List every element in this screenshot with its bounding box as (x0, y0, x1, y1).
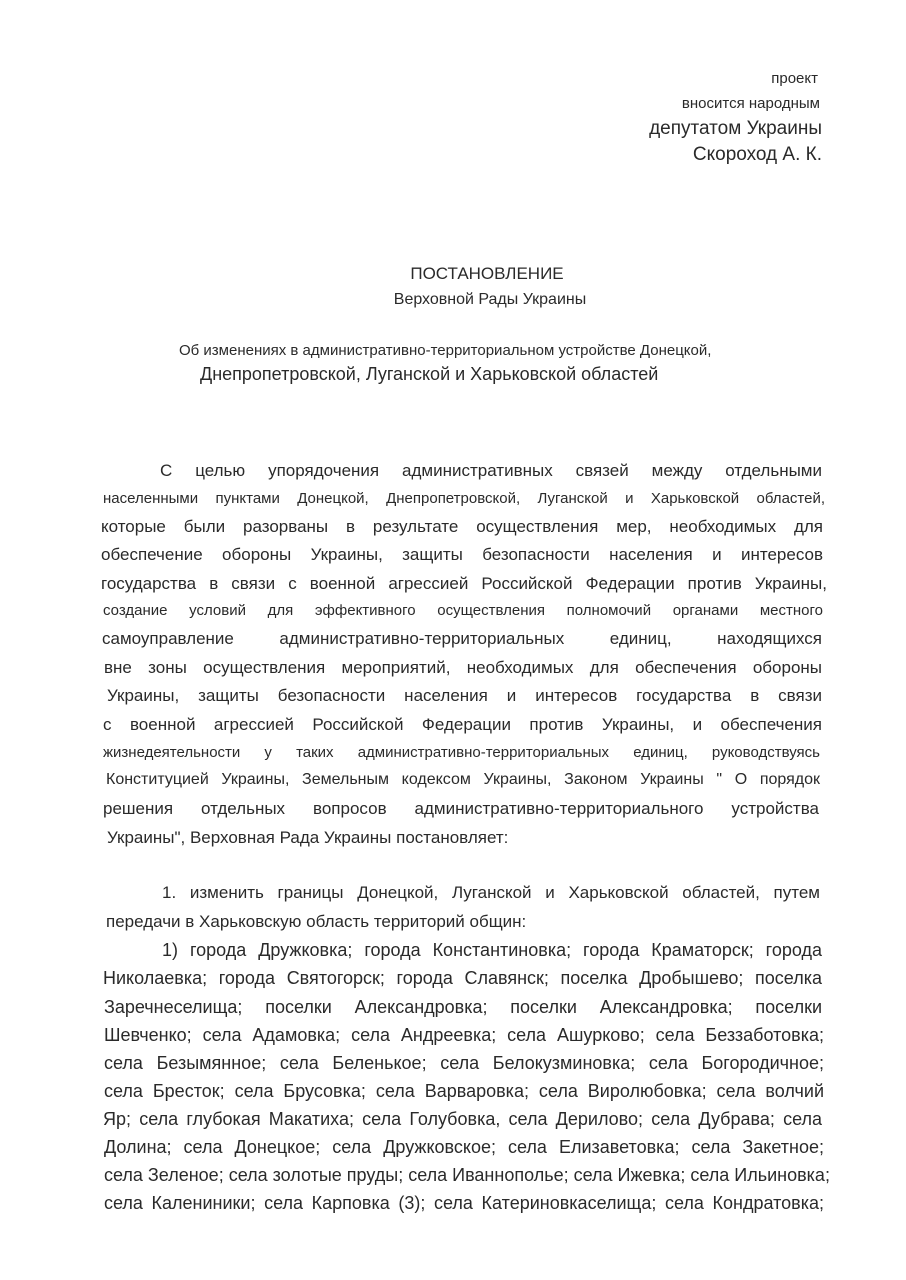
preamble-line: решения отдельных вопросов административно-территориального устройства (103, 799, 819, 818)
item-1-line: Долина; села Донецкое; села Дружковское; села Елизаветовка; села Закетное; (104, 1137, 824, 1157)
item-1-line: Заречнеселища; поселки Александровка; поселки Александровка; поселки (104, 997, 822, 1017)
preamble-line: государства в связи с военной агрессией Российской Федерации против Украины, (101, 574, 827, 593)
article-1-line: передачи в Харьковскую область территорий общин: (106, 912, 527, 931)
document-title: ПОСТАНОВЛЕНИЕ (410, 264, 564, 283)
header-line-submitted: вносится народным (681, 95, 820, 112)
item-1-line: Шевченко; села Адамовка; села Андреевка; села Ашурково; села Беззаботовка; (104, 1025, 824, 1045)
item-1-line: 1) города Дружковка; города Константиновка; города Краматорск; города (162, 940, 822, 960)
preamble-line: вне зоны осуществления мероприятий, необходимых для обеспечения обороны (104, 658, 822, 677)
preamble-line: самоуправление административно-территориальных единиц, находящихся (102, 629, 822, 648)
preamble-line: которые были разорваны в результате осуществления мер, необходимых для (101, 517, 823, 536)
header-line-project: проект (771, 70, 818, 87)
item-1-line: Яр; села глубокая Макатиха; села Голубовка, села Дерилово; села Дубрава; села (103, 1109, 822, 1129)
article-1-line: 1. изменить границы Донецкой, Луганской и Харьковской областей, путем (162, 883, 820, 902)
preamble-line: С целью упорядочения административных связей между отдельными (160, 461, 822, 480)
preamble-line: Конституцией Украины, Земельным кодексом Украины, Законом Украины " О порядок (106, 771, 820, 788)
document-subtitle: Верховной Рады Украины (393, 291, 587, 308)
subject-line-2: Днепропетровской, Луганской и Харьковской областей (200, 364, 659, 384)
preamble-line: создание условий для эффективного осуществления полномочий органами местного (103, 602, 823, 619)
preamble-line: Украины, защиты безопасности населения и интересов государства в связи (107, 686, 822, 705)
preamble-line: обеспечение обороны Украины, защиты безопасности населения и интересов (101, 545, 823, 564)
item-1-line: Николаевка; города Святогорск; города Славянск; поселка Дробышево; поселка (103, 968, 822, 988)
header-line-deputy: депутатом Украины (649, 118, 822, 139)
item-1-line: села Калениники; села Карповка (3); села Катериновкаселища; села Кондратовка; (104, 1193, 824, 1213)
preamble-line: с военной агрессией Российской Федерации против Украины, и обеспечения (103, 715, 822, 734)
header-line-author: Скороход А. К. (692, 144, 822, 165)
item-1-line: села Бресток; села Брусовка; села Варваровка; села Виролюбовка; села волчий (104, 1081, 824, 1101)
preamble-line: населенными пунктами Донецкой, Днепропетровской, Луганской и Харьковской областей, (103, 490, 825, 507)
preamble-line: Украины", Верховная Рада Украины постановляет: (107, 828, 509, 847)
preamble-line: жизнедеятельности у таких административно-территориальных единиц, руководствуясь (103, 744, 820, 761)
subject-line-1: Об изменениях в административно-территориальном устройстве Донецкой, (179, 342, 712, 359)
item-1-line: села Безымянное; села Беленькое; села Белокузминовка; села Богородичное; (104, 1053, 824, 1073)
item-1-line: села Зеленое; села золотые пруды; села Иваннополье; села Ижевка; села Ильиновка; (104, 1165, 830, 1185)
